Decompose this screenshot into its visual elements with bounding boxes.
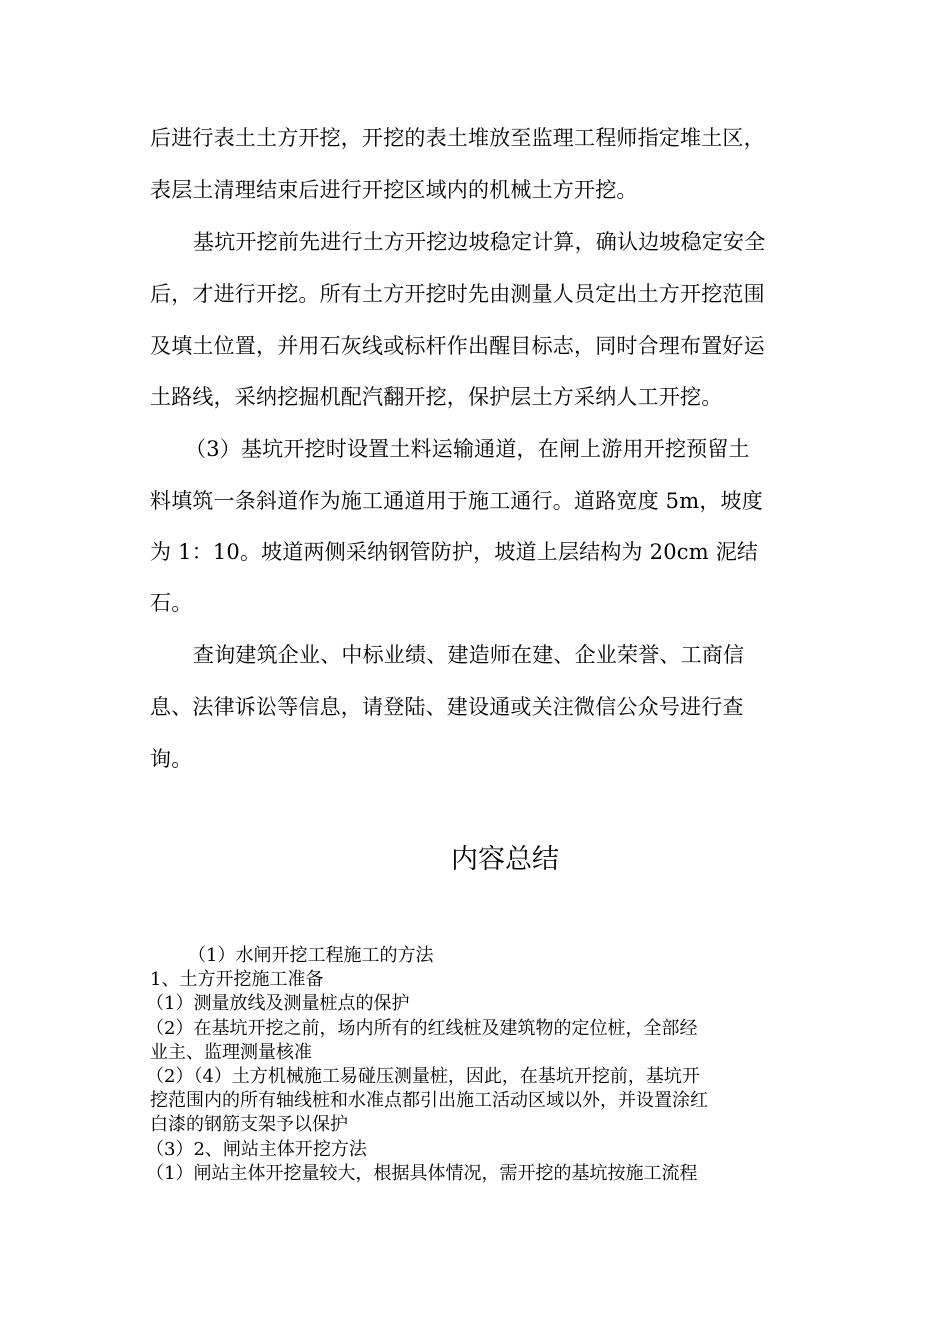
body-line: 表层土清理结束后进行开挖区域内的机械土方开挖。 bbox=[150, 178, 638, 202]
body-line: 后进行表土土方开挖，开挖的表土堆放至监理工程师指定堆土区， bbox=[150, 126, 765, 150]
summary-heading: 内容总结 bbox=[451, 844, 559, 875]
body-line: 土路线，采纳挖掘机配汽翻开挖，保护层土方采纳人工开挖。 bbox=[150, 385, 723, 409]
summary-line: （2）（4）土方机械施工易碰压测量桩，因此，在基坑开挖前，基坑开 bbox=[146, 1066, 700, 1087]
summary-line: 1、土方开挖施工准备 bbox=[150, 969, 324, 990]
body-line: 后，才进行开挖。所有土方开挖时先由测量人员定出土方开挖范围 bbox=[150, 282, 765, 306]
summary-line: （1）闸站主体开挖量较大，根据具体情况，需开挖的基坑按施工流程 bbox=[146, 1163, 698, 1184]
body-line: 询。 bbox=[150, 747, 193, 771]
body-line: 料填筑一条斜道作为施工通道用于施工通行。道路宽度 5m，坡度 bbox=[150, 489, 763, 513]
body-line: 查询建筑企业、中标业绩、建造师在建、企业荣誉、工商信 bbox=[193, 643, 745, 667]
summary-line: 业主、监理测量核准 bbox=[150, 1042, 312, 1063]
summary-line: （3）2、闸站主体开挖方法 bbox=[146, 1139, 367, 1160]
body-line: 为 1：10。坡道两侧采纳钢管防护，坡道上层结构为 20cm 泥结 bbox=[150, 540, 759, 564]
summary-line: 白漆的钢筋支架予以保护 bbox=[150, 1114, 348, 1135]
summary-line: （1）测量放线及测量桩点的保护 bbox=[146, 993, 410, 1014]
body-line: 及填土位置，并用石灰线或标杆作出醒目标志，同时合理布置好运 bbox=[150, 334, 765, 358]
body-line: （3）基坑开挖时设置土料运输通道，在闸上游用开挖预留土 bbox=[185, 437, 750, 461]
summary-line: （1）水闸开挖工程施工的方法 bbox=[188, 945, 434, 966]
body-line: 息、法律诉讼等信息，请登陆、建设通或关注微信公众号进行查 bbox=[150, 695, 744, 719]
body-line: 基坑开挖前先进行土方开挖边坡稳定计算，确认边坡稳定安全 bbox=[193, 230, 766, 254]
summary-line: 挖范围内的所有轴线桩和水准点都引出施工活动区域以外，并设置涂红 bbox=[150, 1090, 708, 1111]
summary-line: （2）在基坑开挖之前，场内所有的红线桩及建筑物的定位桩，全部经 bbox=[146, 1018, 698, 1039]
body-line: 石。 bbox=[150, 591, 193, 615]
